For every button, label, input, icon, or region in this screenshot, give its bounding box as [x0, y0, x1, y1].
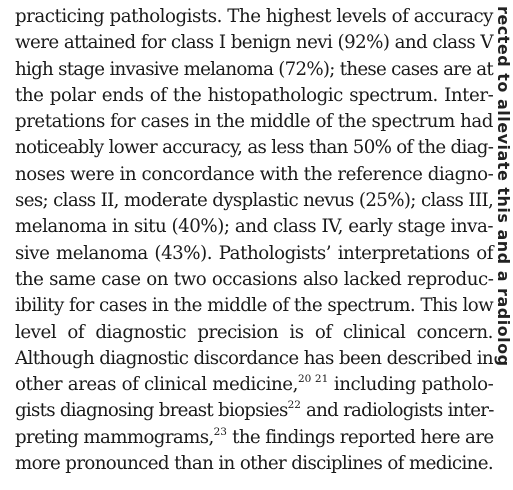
text-line	[15, 109, 493, 135]
text-segment: practicing pathologists. The highest levels of accuracy	[15, 6, 493, 27]
article-paragraph	[15, 4, 493, 477]
text-line	[15, 451, 493, 477]
text-line	[15, 346, 493, 372]
text-segment: more pronounced than in other disciplines of medicine.	[15, 453, 493, 475]
text-segment: level of diagnostic precision is of clinical concern.	[15, 321, 493, 343]
text-line	[15, 30, 493, 56]
text-line	[15, 188, 493, 214]
text-segment: Although diagnostic discordance has been described in	[15, 347, 493, 369]
text-segment: noticeably lower accuracy, as less than 50% of the diag-	[15, 137, 494, 159]
text-segment: ibility for cases in the middle of the spectrum. This low	[15, 295, 494, 317]
text-segment: other areas of clinical medicine,	[15, 374, 298, 396]
citation-superscript: 20 21	[297, 373, 329, 386]
text-line	[15, 135, 493, 161]
text-line	[15, 398, 493, 424]
text-segment: sive melanoma (43%). Pathologists’ interpretations of	[15, 242, 493, 264]
citation-superscript: 22	[287, 399, 301, 412]
text-segment: and radiologists inter-	[300, 400, 494, 422]
text-line	[15, 57, 493, 83]
text-line	[15, 293, 493, 319]
text-segment: the same case on two occasions also lacked reproduc-	[15, 268, 494, 290]
adjacent-column-text: rected to alleviate this and a radiolog	[494, 6, 513, 367]
text-line	[15, 320, 493, 346]
text-line	[15, 214, 493, 240]
text-segment: melanoma in situ (40%); and class IV, early stage inva-	[15, 216, 493, 238]
text-line	[15, 83, 493, 109]
text-segment: the polar ends of the histopathologic spectrum. Inter-	[15, 84, 494, 106]
text-segment: gists diagnosing breast biopsies	[15, 400, 288, 422]
text-line	[15, 267, 493, 293]
adjacent-column-strip	[493, 0, 513, 490]
text-segment: ses; class II, moderate dysplastic nevus (25%); class III,	[15, 190, 494, 212]
text-segment: noses were in concordance with the reference diagno-	[15, 163, 494, 185]
text-segment: pretations for cases in the middle of the spectrum had	[15, 111, 493, 133]
text-line	[15, 162, 493, 188]
text-line	[15, 425, 493, 451]
text-segment: including patholo-	[328, 374, 494, 396]
citation-superscript: 23	[213, 425, 227, 438]
text-line	[15, 4, 493, 30]
text-line	[15, 241, 493, 267]
text-segment: high stage invasive melanoma (72%); these cases are at	[15, 58, 493, 80]
text-segment: were attained for class I benign nevi (92%) and class V	[15, 32, 493, 54]
text-segment: the findings reported here are	[226, 426, 494, 448]
text-segment: preting mammograms,	[15, 426, 214, 448]
text-line	[15, 372, 493, 398]
